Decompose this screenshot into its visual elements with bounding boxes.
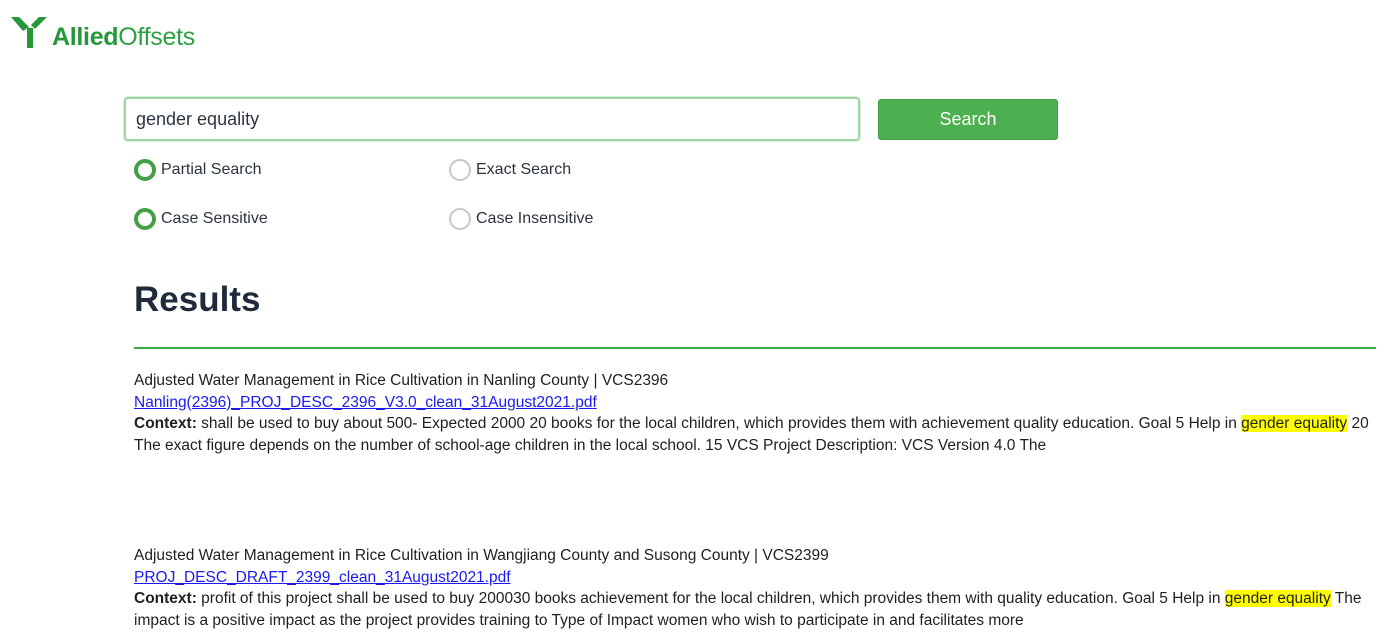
result-file-link[interactable]: PROJ_DESC_DRAFT_2399_clean_31August2021.pdf — [134, 568, 511, 586]
radio-label-case-insensitive: Case Insensitive — [476, 210, 594, 227]
radio-case-insensitive[interactable] — [449, 207, 593, 231]
result-title: Adjusted Water Management in Rice Cultivation in Nanling County | VCS2396 — [134, 372, 669, 389]
search-button[interactable]: Search — [878, 99, 1058, 140]
radio-unchecked-icon[interactable] — [449, 208, 471, 230]
result-title: Adjusted Water Management in Rice Cultivation in Wangjiang County and Susong County | VCS2399 — [134, 547, 829, 564]
radio-label-exact-search: Exact Search — [476, 161, 572, 178]
search-input[interactable] — [124, 97, 860, 141]
radio-unchecked-icon[interactable] — [449, 159, 471, 181]
result-item — [134, 370, 1378, 456]
radio-checked-icon[interactable] — [134, 159, 156, 181]
radio-label-partial-search: Partial Search — [161, 161, 262, 178]
radio-label-case-sensitive: Case Sensitive — [161, 210, 268, 227]
search-term-highlight: gender equality — [1224, 590, 1331, 607]
search-term-highlight: gender equality — [1241, 415, 1348, 432]
results-heading: Results — [134, 280, 261, 319]
radio-exact-search[interactable] — [449, 158, 571, 182]
result-file-link[interactable]: Nanling(2396)_PROJ_DESC_2396_V3.0_clean_31August2021.pdf — [134, 393, 597, 411]
logo-text-allied: Allied — [52, 23, 119, 51]
result-context — [134, 413, 1378, 456]
radio-partial-search[interactable] — [134, 158, 262, 182]
context-label: Context: — [134, 415, 197, 432]
context-text-before: shall be used to buy about 500- Expected 2000 20 books for the local children, which provides them with achievement quality education. Goal 5 Help in — [196, 415, 1242, 432]
logo-tree-icon — [10, 14, 48, 48]
results-divider — [134, 347, 1376, 349]
logo-text-offsets: Offsets — [118, 23, 195, 51]
radio-checked-icon[interactable] — [134, 208, 156, 230]
result-item — [134, 545, 1378, 631]
context-text-after: 20 The exact figure depends on the number of school-age children in the local school. 15 VCS Project Description: VCS Version 4.0 The — [134, 415, 1369, 454]
context-text-after: The impact is a positive impact as the project provides training to Type of Impact women who wish to participate in and facilitates more — [134, 590, 1362, 629]
result-context — [134, 588, 1378, 631]
context-text-before: profit of this project shall be used to buy 200030 books achievement for the local children, which provides them with quality education. Goal 5 Help in — [196, 590, 1225, 607]
logo-wordmark — [52, 20, 195, 54]
radio-case-sensitive[interactable] — [134, 207, 268, 231]
context-label: Context: — [134, 590, 197, 607]
allied-offsets-logo[interactable] — [10, 14, 195, 51]
